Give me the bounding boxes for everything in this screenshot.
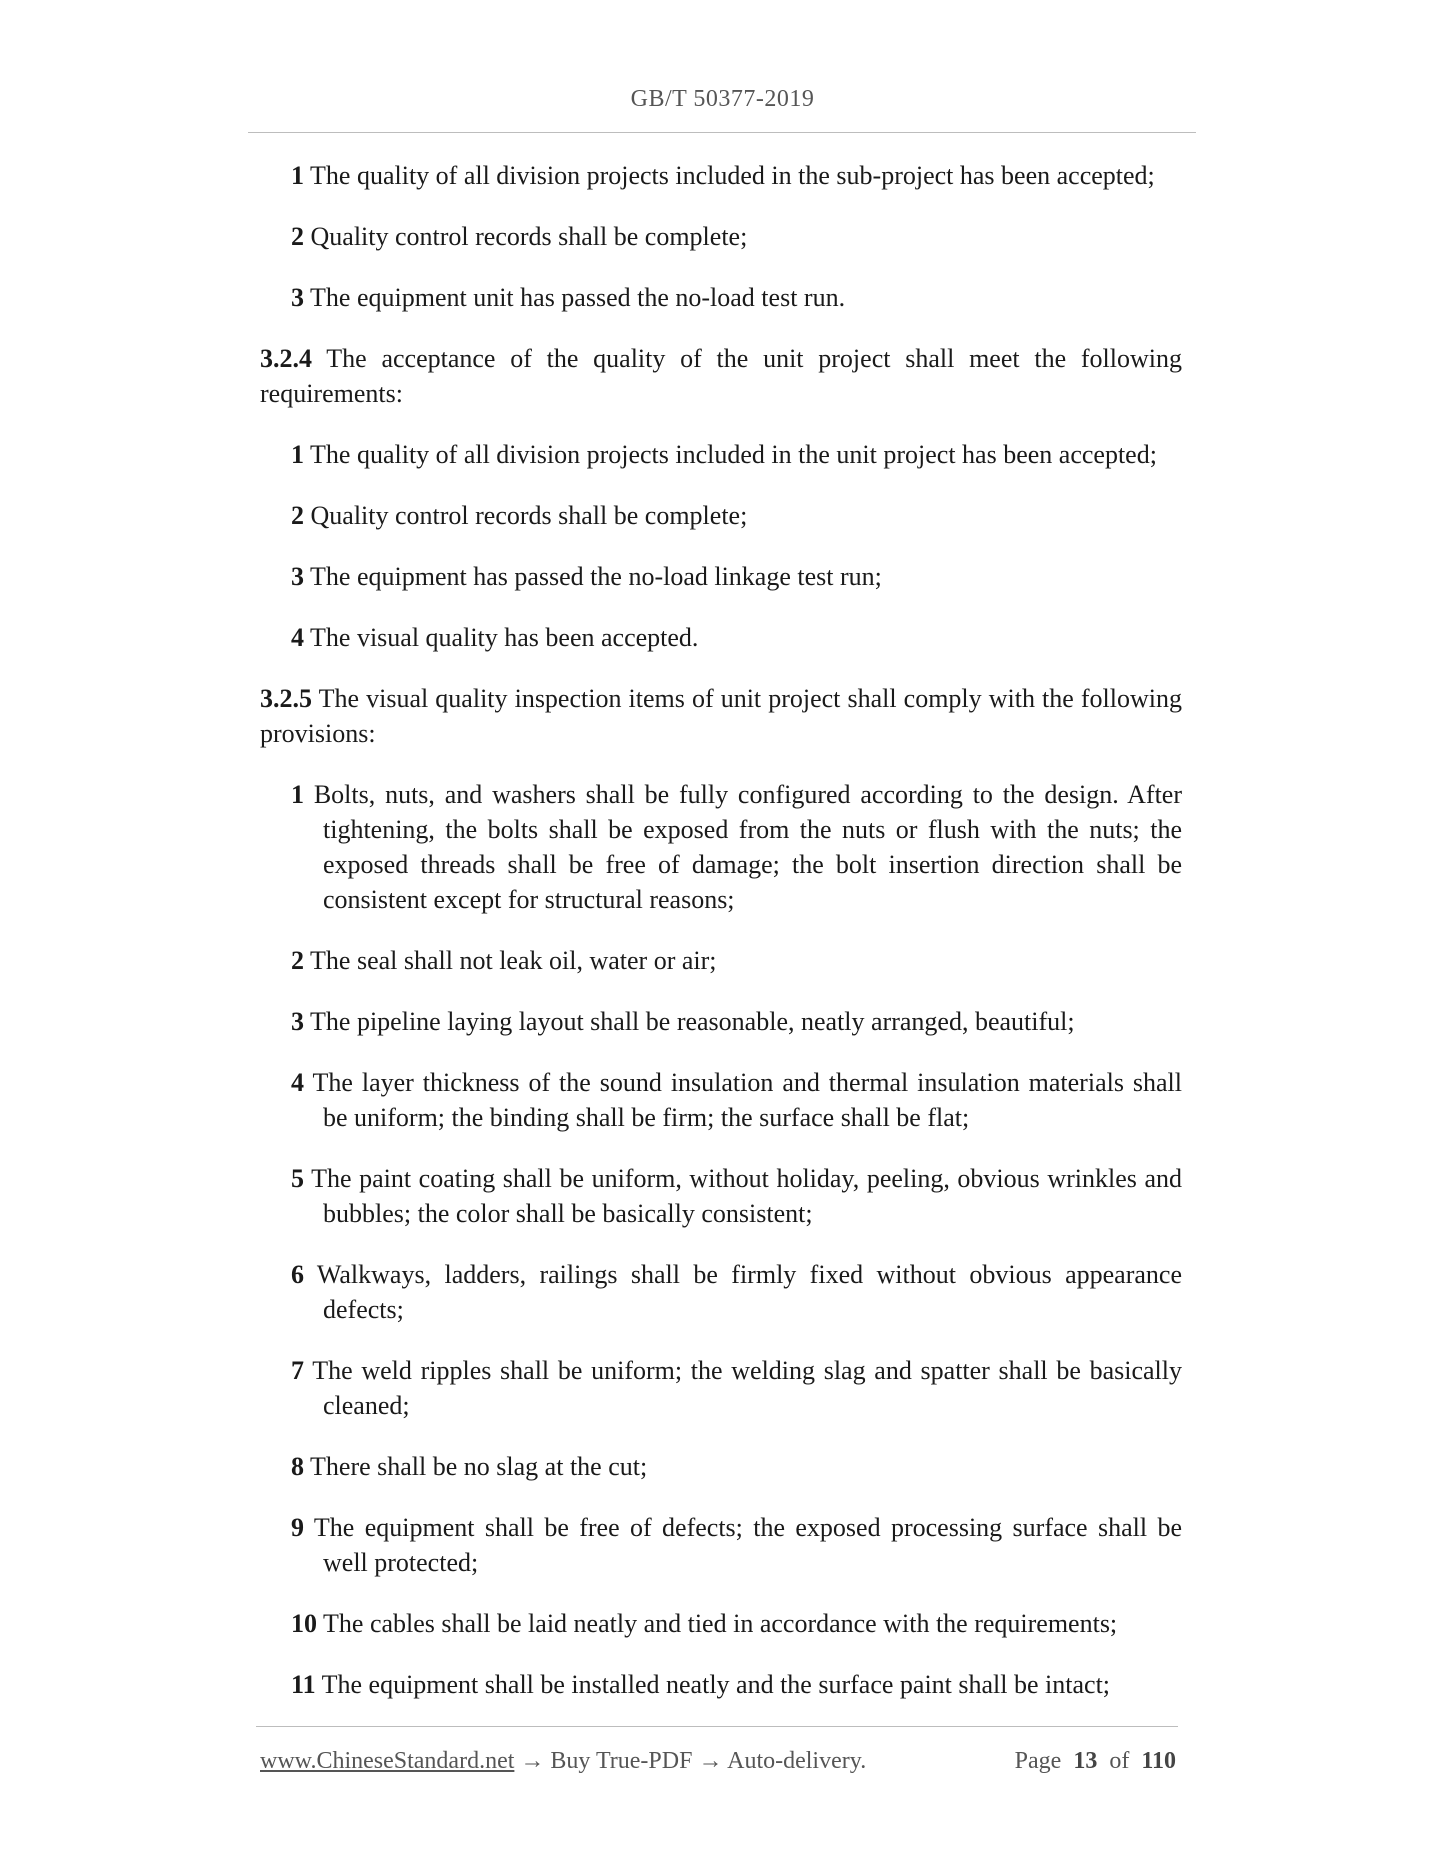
item-text: The pipeline laying layout shall be reasonable, neatly arranged, beautiful; bbox=[304, 1007, 1075, 1036]
clause-3-2-4 bbox=[260, 341, 1182, 411]
item-text: The weld ripples shall be uniform; the welding slag and spatter shall be basically cleaned; bbox=[304, 1356, 1182, 1420]
item-number: 7 bbox=[291, 1356, 304, 1385]
item-number: 1 bbox=[291, 780, 304, 809]
list-item bbox=[260, 437, 1182, 472]
of-label: of bbox=[1109, 1748, 1130, 1774]
header-divider bbox=[248, 132, 1196, 133]
item-text: The equipment unit has passed the no-load test run. bbox=[304, 283, 846, 312]
item-text: There shall be no slag at the cut; bbox=[304, 1452, 648, 1481]
list-item bbox=[260, 943, 1182, 978]
item-text: The quality of all division projects included in the sub-project has been accepted; bbox=[304, 161, 1155, 190]
item-number: 10 bbox=[291, 1609, 317, 1638]
list-item bbox=[260, 1510, 1182, 1580]
list-item bbox=[260, 777, 1182, 917]
item-text: The cables shall be laid neatly and tied in accordance with the requirements; bbox=[317, 1609, 1118, 1638]
total-pages: 110 bbox=[1141, 1748, 1176, 1774]
item-text: Walkways, ladders, railings shall be firmly fixed without obvious appearance defects; bbox=[304, 1260, 1182, 1324]
website-link[interactable]: www.ChineseStandard.net bbox=[260, 1748, 515, 1774]
item-text: Quality control records shall be complete; bbox=[304, 222, 748, 251]
item-number: 2 bbox=[291, 946, 304, 975]
promo-text: → Buy True-PDF → Auto-delivery. bbox=[514, 1748, 867, 1774]
footer-promo bbox=[260, 1748, 866, 1775]
item-number: 2 bbox=[291, 222, 304, 251]
item-text: The visual quality has been accepted. bbox=[304, 623, 699, 652]
item-text: The quality of all division projects included in the unit project has been accepted; bbox=[304, 440, 1157, 469]
item-number: 3 bbox=[291, 283, 304, 312]
item-text: The equipment shall be installed neatly and the surface paint shall be intact; bbox=[315, 1670, 1111, 1699]
list-item bbox=[260, 620, 1182, 655]
item-number: 2 bbox=[291, 501, 304, 530]
item-text: The equipment shall be free of defects; the exposed processing surface shall be well protected; bbox=[304, 1513, 1182, 1577]
list-item bbox=[260, 1004, 1182, 1039]
item-number: 5 bbox=[291, 1164, 304, 1193]
item-number: 11 bbox=[291, 1670, 316, 1699]
clause-text: The visual quality inspection items of unit project shall comply with the following provisions: bbox=[260, 684, 1182, 748]
list-item bbox=[260, 559, 1182, 594]
item-text: The paint coating shall be uniform, without holiday, peeling, obvious wrinkles and bubbles; the color shall be basically consistent; bbox=[304, 1164, 1182, 1228]
item-text: Bolts, nuts, and washers shall be fully configured according to the design. After tightening, the bolts shall be exposed from the nuts or flush with the nuts; the exposed threads shall be free of damage; the bolt insertion direction shall be consistent except for structural reasons; bbox=[304, 780, 1182, 914]
list-item bbox=[260, 280, 1182, 315]
item-number: 9 bbox=[291, 1513, 304, 1542]
list-item bbox=[260, 1606, 1182, 1641]
item-number: 4 bbox=[291, 623, 304, 652]
list-item bbox=[260, 219, 1182, 254]
page-indicator bbox=[1015, 1748, 1176, 1775]
list-item bbox=[260, 1161, 1182, 1231]
list-item bbox=[260, 158, 1182, 193]
item-text: The layer thickness of the sound insulation and thermal insulation materials shall be uniform; the binding shall be firm; the surface shall be flat; bbox=[304, 1068, 1182, 1132]
current-page-number: 13 bbox=[1073, 1748, 1098, 1774]
item-number: 4 bbox=[291, 1068, 304, 1097]
item-text: Quality control records shall be complete; bbox=[304, 501, 748, 530]
list-item bbox=[260, 1449, 1182, 1484]
clause-text: The acceptance of the quality of the unit project shall meet the following requirements: bbox=[260, 344, 1182, 408]
footer-divider bbox=[256, 1726, 1178, 1727]
list-item bbox=[260, 498, 1182, 533]
document-body bbox=[260, 158, 1182, 1728]
item-text: The equipment has passed the no-load linkage test run; bbox=[304, 562, 882, 591]
item-text: The seal shall not leak oil, water or air; bbox=[304, 946, 717, 975]
item-number: 1 bbox=[291, 440, 304, 469]
clause-number: 3.2.4 bbox=[260, 344, 312, 373]
page-label: Page bbox=[1014, 1748, 1062, 1774]
item-number: 1 bbox=[291, 161, 304, 190]
list-item bbox=[260, 1667, 1182, 1702]
page-footer bbox=[260, 1748, 1176, 1775]
item-number: 3 bbox=[291, 562, 304, 591]
clause-3-2-5 bbox=[260, 681, 1182, 751]
page-header-title: GB/T 50377-2019 bbox=[630, 86, 815, 112]
list-item bbox=[260, 1257, 1182, 1327]
list-item bbox=[260, 1353, 1182, 1423]
list-item bbox=[260, 1065, 1182, 1135]
item-number: 8 bbox=[291, 1452, 304, 1481]
item-number: 6 bbox=[291, 1260, 304, 1289]
item-number: 3 bbox=[291, 1007, 304, 1036]
clause-number: 3.2.5 bbox=[260, 684, 312, 713]
